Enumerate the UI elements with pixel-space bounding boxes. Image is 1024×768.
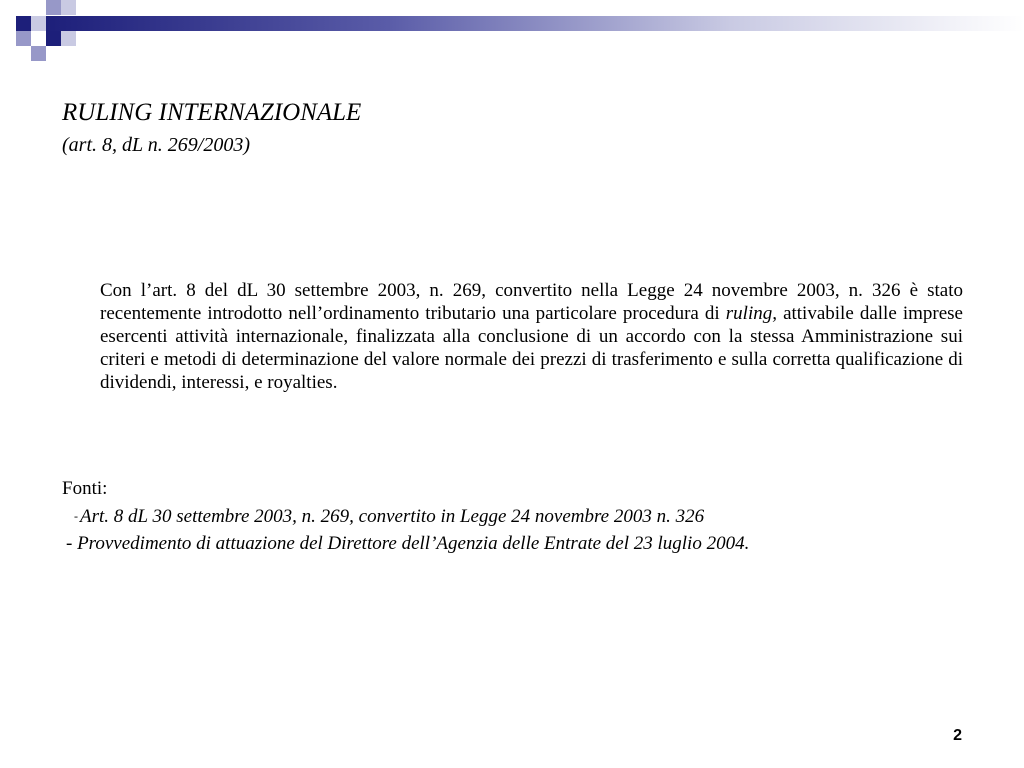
- body-text-part: Con l’art. 8 del dL 30 settembre 2003, n. 269, convertito nella Legge 24 novembre 2003, n. 326 è stato recentemente introdotto nell’ordinamento tributario una particolare procedura di: [100, 280, 963, 324]
- body-paragraph: [100, 279, 963, 394]
- source-item: [66, 532, 749, 556]
- source-text: Art. 8 dL 30 settembre 2003, n. 269, convertito in Legge 24 novembre 2003 n. 326: [80, 506, 705, 527]
- decorative-square-icon: [46, 31, 61, 46]
- decorative-square-icon: [61, 31, 76, 46]
- body-text-italic: ruling,: [725, 303, 777, 324]
- decorative-square-icon: [31, 16, 46, 31]
- sources-label: Fonti:: [62, 478, 108, 499]
- decorative-square-icon: [16, 31, 31, 46]
- slide-title: RULING INTERNAZIONALE: [62, 99, 362, 126]
- decorative-square-icon: [61, 0, 76, 15]
- slide-subtitle: (art. 8, dL n. 269/2003): [62, 134, 250, 156]
- decorative-square-icon: [31, 46, 46, 61]
- source-dash: -: [74, 509, 78, 523]
- decorative-square-icon: [16, 16, 31, 31]
- decorative-square-icon: [46, 0, 61, 15]
- body-text-part: attivabile dalle imprese esercenti attività internazionale, finalizzata alla conclusione di un accordo con la stessa Amministrazione sui criteri e metodi di determinazione del valore normale dei prezzi di trasferimento e sulla corretta qualificazione di dividendi, interessi, e royalties.: [100, 303, 963, 393]
- source-item: [74, 504, 704, 529]
- page-number: 2: [953, 727, 962, 744]
- source-text: - Provvedimento di attuazione del Direttore dell’Agenzia delle Entrate del 23 luglio 2004.: [66, 533, 750, 554]
- header-gradient-bar: [46, 16, 1024, 31]
